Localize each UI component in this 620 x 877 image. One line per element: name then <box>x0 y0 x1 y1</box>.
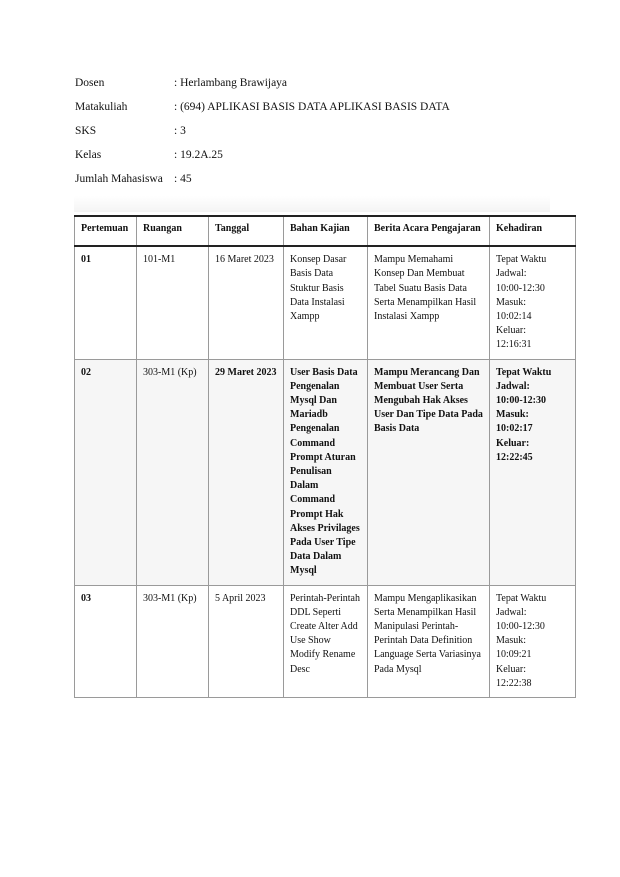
table-row <box>75 585 576 697</box>
kehadiran-keluar: 12:22:38 <box>496 677 532 689</box>
kehadiran-status: Tepat Waktu <box>496 254 547 266</box>
cell-kehadiran <box>490 246 576 359</box>
cell-bahan-kajian: User Basis Data Pengenalan Mysql Dan Mariadb Pengenalan Command Prompt Aturan Penulisan Dalam Command Prompt Hak Akses Privilages Pada User Tipe Data Dalam Mysql <box>284 359 368 585</box>
table-row <box>75 246 576 359</box>
cell-bahan-kajian: Konsep Dasar Basis Data Stuktur Basis Data Instalasi Xampp <box>284 246 368 359</box>
kehadiran-keluar: 12:16:31 <box>496 339 532 351</box>
kelas-label: Kelas <box>75 149 102 161</box>
kehadiran-keluar-label: Keluar: <box>496 437 530 449</box>
kehadiran-masuk: 10:09:21 <box>496 649 532 661</box>
cell-pertemuan: 02 <box>75 359 137 585</box>
header-kehadiran: Kehadiran <box>490 216 576 246</box>
cell-pertemuan: 03 <box>75 585 137 697</box>
cell-tanggal: 16 Maret 2023 <box>209 246 284 359</box>
jumlah-mahasiswa-value: : 45 <box>174 173 192 185</box>
header-berita-acara: Berita Acara Pengajaran <box>368 216 490 246</box>
cell-ruangan: 303-M1 (Kp) <box>137 359 209 585</box>
dosen-label: Dosen <box>75 77 105 89</box>
header-pertemuan: Pertemuan <box>75 216 137 246</box>
header-ruangan: Ruangan <box>137 216 209 246</box>
cell-berita-acara: Mampu Memahami Konsep Dan Membuat Tabel Suatu Basis Data Serta Menampilkan Hasil Instalasi Xampp <box>368 246 490 359</box>
cell-berita-acara: Mampu Mengaplikasikan Serta Menampilkan Hasil Manipulasi Perintah-Perintah Data Definition Language Serta Variasinya Pada Mysql <box>368 585 490 697</box>
kehadiran-masuk-label: Masuk: <box>496 296 526 308</box>
cell-kehadiran <box>490 585 576 697</box>
cell-kehadiran <box>490 359 576 585</box>
attendance-table <box>74 215 576 698</box>
kehadiran-keluar-label: Keluar: <box>496 325 526 337</box>
header-bahan-kajian: Bahan Kajian <box>284 216 368 246</box>
kehadiran-status: Tepat Waktu <box>496 592 547 604</box>
kehadiran-keluar-label: Keluar: <box>496 663 526 675</box>
sks-value: : 3 <box>174 125 186 137</box>
cell-ruangan: 101-M1 <box>137 246 209 359</box>
kehadiran-jadwal: 10:00-12:30 <box>496 395 546 407</box>
kehadiran-keluar: 12:22:45 <box>496 451 533 463</box>
kehadiran-masuk: 10:02:14 <box>496 311 532 323</box>
header-tanggal: Tanggal <box>209 216 284 246</box>
cell-berita-acara: Mampu Merancang Dan Membuat User Serta Mengubah Hak Akses User Dan Tipe Data Pada Basis Data <box>368 359 490 585</box>
header-shade <box>74 196 550 212</box>
kehadiran-masuk-label: Masuk: <box>496 409 529 421</box>
kehadiran-masuk: 10:02:17 <box>496 423 533 435</box>
kehadiran-jadwal-label: Jadwal: <box>496 380 530 392</box>
table-row <box>75 359 576 585</box>
cell-tanggal: 5 April 2023 <box>209 585 284 697</box>
matakuliah-label: Matakuliah <box>75 101 128 113</box>
sks-label: SKS <box>75 125 97 137</box>
cell-tanggal: 29 Maret 2023 <box>209 359 284 585</box>
kehadiran-masuk-label: Masuk: <box>496 635 526 647</box>
dosen-value: : Herlambang Brawijaya <box>174 77 288 89</box>
matakuliah-value: : (694) APLIKASI BASIS DATA APLIKASI BASIS DATA <box>174 101 450 113</box>
cell-ruangan: 303-M1 (Kp) <box>137 585 209 697</box>
kehadiran-jadwal: 10:00-12:30 <box>496 282 545 294</box>
table-header-row <box>75 216 576 246</box>
kehadiran-jadwal-label: Jadwal: <box>496 606 527 618</box>
kehadiran-jadwal-label: Jadwal: <box>496 268 527 280</box>
kehadiran-jadwal: 10:00-12:30 <box>496 621 545 633</box>
kehadiran-status: Tepat Waktu <box>496 366 552 378</box>
cell-bahan-kajian: Perintah-Perintah DDL Seperti Create Alter Add Use Show Modify Rename Desc <box>284 585 368 697</box>
jumlah-mahasiswa-label: Jumlah Mahasiswa <box>75 173 163 185</box>
cell-pertemuan: 01 <box>75 246 137 359</box>
kelas-value: : 19.2A.25 <box>174 149 223 161</box>
